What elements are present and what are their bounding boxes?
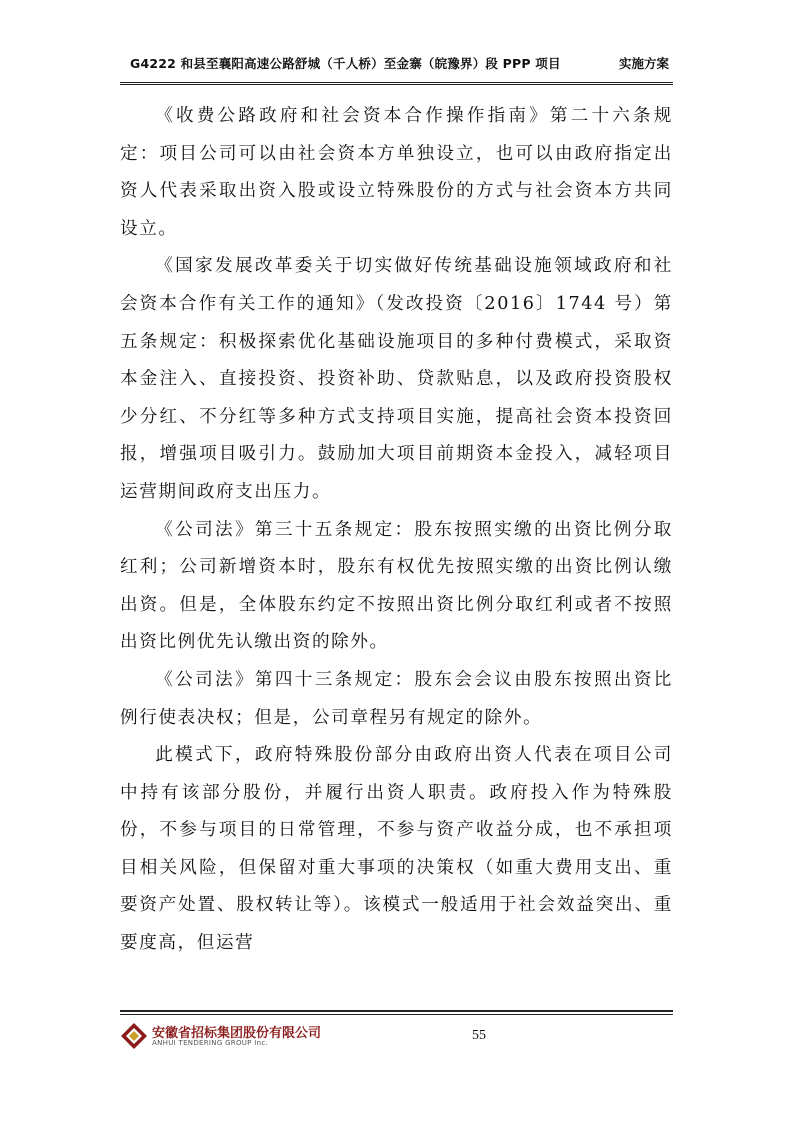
- paragraph: 《公司法》第三十五条规定：股东按照实缴的出资比例分取红利；公司新增资本时，股东有权优先按照实缴的出资比例认缴出资。但是，全体股东约定不按照出资比例分取红利或者不按照出资比例优先认缴出资的除外。: [120, 519, 673, 653]
- header-divider: [120, 82, 673, 83]
- company-name-en: ANHUI TENDERING GROUP Inc.: [152, 1039, 269, 1047]
- paragraph: 此模式下，政府特殊股份部分由政府出资人代表在项目公司中持有该部分股份，并履行出资人职责。政府投入作为特殊股份，不参与项目的日常管理，不参与资产收益分成，也不承担项目相关风险，但保留对重大事项的决策权（如重大费用支出、重要资产处置、股权转让等）。该模式一般适用于社会效益突出、重要度高，但运营: [120, 745, 673, 954]
- page-number: 55: [472, 1028, 486, 1043]
- header-section: 实施方案: [618, 56, 669, 71]
- page-header: [120, 52, 673, 80]
- footer-divider-secondary: [120, 1014, 673, 1015]
- header-divider-secondary: [120, 84, 673, 85]
- diamond-logo-icon: [120, 1022, 148, 1050]
- company-name-cn: 安徽省招标集团股份有限公司: [152, 1026, 322, 1041]
- document-body: [120, 98, 673, 963]
- company-logo: [120, 1020, 350, 1054]
- header-title: G4222 和县至襄阳高速公路舒城（千人桥）至金寨（皖豫界）段 PPP 项目: [130, 56, 561, 71]
- paragraph: 《国家发展改革委关于切实做好传统基础设施领域政府和社会资本合作有关工作的通知》（发改投资〔2016〕1744 号）第五条规定：积极探索优化基础设施项目的多种付费模式，采取资本金注入、直接投资、投资补助、贷款贴息，以及政府投资股权少分红、不分红等多种方式支持项目实施，提高社会资本投资回报，增强项目吸引力。鼓励加大项目前期资本金投入，减轻项目运营期间政府支出压力。: [120, 256, 673, 502]
- footer-divider: [120, 1010, 673, 1012]
- paragraph: 《收费公路政府和社会资本合作操作指南》第二十六条规定：项目公司可以由社会资本方单独设立，也可以由政府指定出资人代表采取出资入股或设立特殊股份的方式与社会资本方共同设立。: [120, 106, 673, 239]
- paragraph: 《公司法》第四十三条规定：股东会会议由股东按照出资比例行使表决权；但是，公司章程另有规定的除外。: [120, 669, 673, 728]
